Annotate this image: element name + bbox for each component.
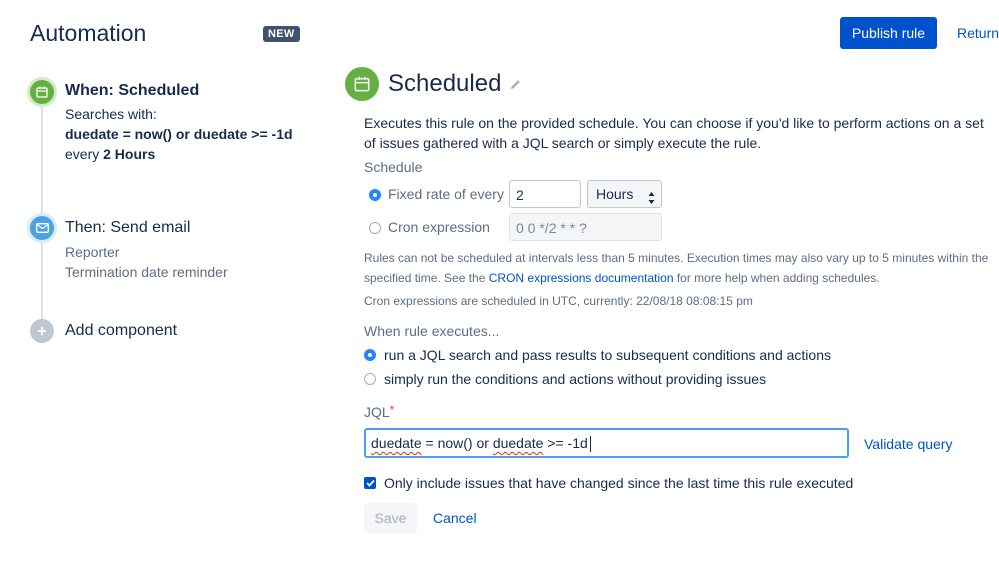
schedule-note-text-1: Rules can not be scheduled at intervals less than 5 minutes. Execution times may also vary up to 5 minutes within the specified time. See the	[364, 251, 989, 285]
jql-search-radio[interactable]	[364, 349, 376, 361]
publish-rule-button[interactable]: Publish rule	[840, 17, 937, 49]
trigger-step-icon[interactable]	[30, 80, 54, 104]
trigger-step[interactable]	[65, 82, 293, 162]
jql-token-duedate-2: duedate	[492, 435, 544, 451]
calendar-icon	[345, 67, 379, 101]
schedule-label: Schedule	[364, 159, 423, 175]
rule-description: Executes this rule on the provided schedule. You can choose if you'd like to perform actions on a set of issues gathered with a JQL search or simply execute the rule.	[364, 115, 984, 151]
schedule-note-text-2: for more help when adding schedules.	[673, 271, 880, 285]
jql-label	[364, 404, 394, 420]
trigger-title: When: Scheduled	[65, 82, 200, 99]
every-prefix: every	[65, 146, 100, 162]
pencil-icon[interactable]	[509, 78, 522, 96]
page-title: Automation	[30, 20, 147, 46]
cron-label: Cron expression	[388, 219, 490, 235]
schedule-note	[364, 248, 994, 288]
fixed-rate-label: Fixed rate of every	[388, 186, 504, 202]
trigger-query: duedate = now() or duedate >= -1d	[65, 126, 293, 142]
validate-query-link[interactable]: Validate query	[864, 436, 953, 452]
calendar-icon	[30, 80, 54, 104]
simple-run-radio[interactable]	[364, 373, 376, 385]
save-button[interactable]: Save	[364, 503, 417, 533]
return-link[interactable]: Return	[957, 25, 999, 41]
jql-token-duedate-1: duedate	[371, 435, 422, 451]
fixed-rate-input[interactable]: 2	[509, 180, 581, 208]
new-badge: NEW	[263, 26, 300, 42]
action-recipient: Reporter	[65, 244, 120, 260]
jql-text-mid: = now() or	[421, 435, 493, 451]
utc-note: Cron expressions are scheduled in UTC, currently: 22/08/18 08:08:15 pm	[364, 294, 753, 308]
only-changed-checkbox[interactable]	[364, 477, 376, 489]
fixed-rate-radio[interactable]	[369, 189, 381, 201]
required-indicator: *	[389, 404, 394, 416]
envelope-icon	[30, 216, 54, 240]
jql-text-end: >= -1d	[543, 435, 588, 451]
plus-icon	[30, 319, 54, 343]
timeline-connector	[41, 100, 43, 320]
jql-input[interactable]	[364, 428, 849, 458]
jql-label-text: JQL	[364, 404, 390, 420]
action-title: Then: Send email	[65, 219, 191, 236]
only-changed-label: Only include issues that have changed since the last time this rule executed	[384, 475, 854, 491]
when-executes-label: When rule executes...	[364, 323, 500, 339]
text-cursor	[590, 436, 591, 452]
trigger-searches-label: Searches with:	[65, 106, 157, 122]
check-icon	[366, 474, 375, 492]
chevron-updown-icon	[648, 187, 655, 213]
trigger-frequency	[65, 146, 293, 162]
add-component-link[interactable]: Add component	[65, 322, 178, 339]
cancel-button[interactable]: Cancel	[433, 510, 477, 526]
cron-input[interactable]: 0 0 */2 * * ?	[509, 213, 662, 241]
action-step[interactable]	[65, 219, 228, 280]
unit-select[interactable]	[587, 180, 662, 208]
unit-select-value: Hours	[596, 186, 634, 202]
action-template: Termination date reminder	[65, 264, 228, 280]
action-step-icon[interactable]	[30, 216, 54, 240]
simple-run-option-label: simply run the conditions and actions without providing issues	[384, 371, 767, 387]
cron-docs-link[interactable]: CRON expressions documentation	[488, 271, 674, 285]
every-value: 2 Hours	[103, 146, 156, 162]
jql-search-option-label: run a JQL search and pass results to subsequent conditions and actions	[384, 347, 831, 363]
panel-title: Scheduled	[388, 70, 502, 97]
cron-radio[interactable]	[369, 222, 381, 234]
add-component-icon[interactable]	[30, 319, 54, 343]
